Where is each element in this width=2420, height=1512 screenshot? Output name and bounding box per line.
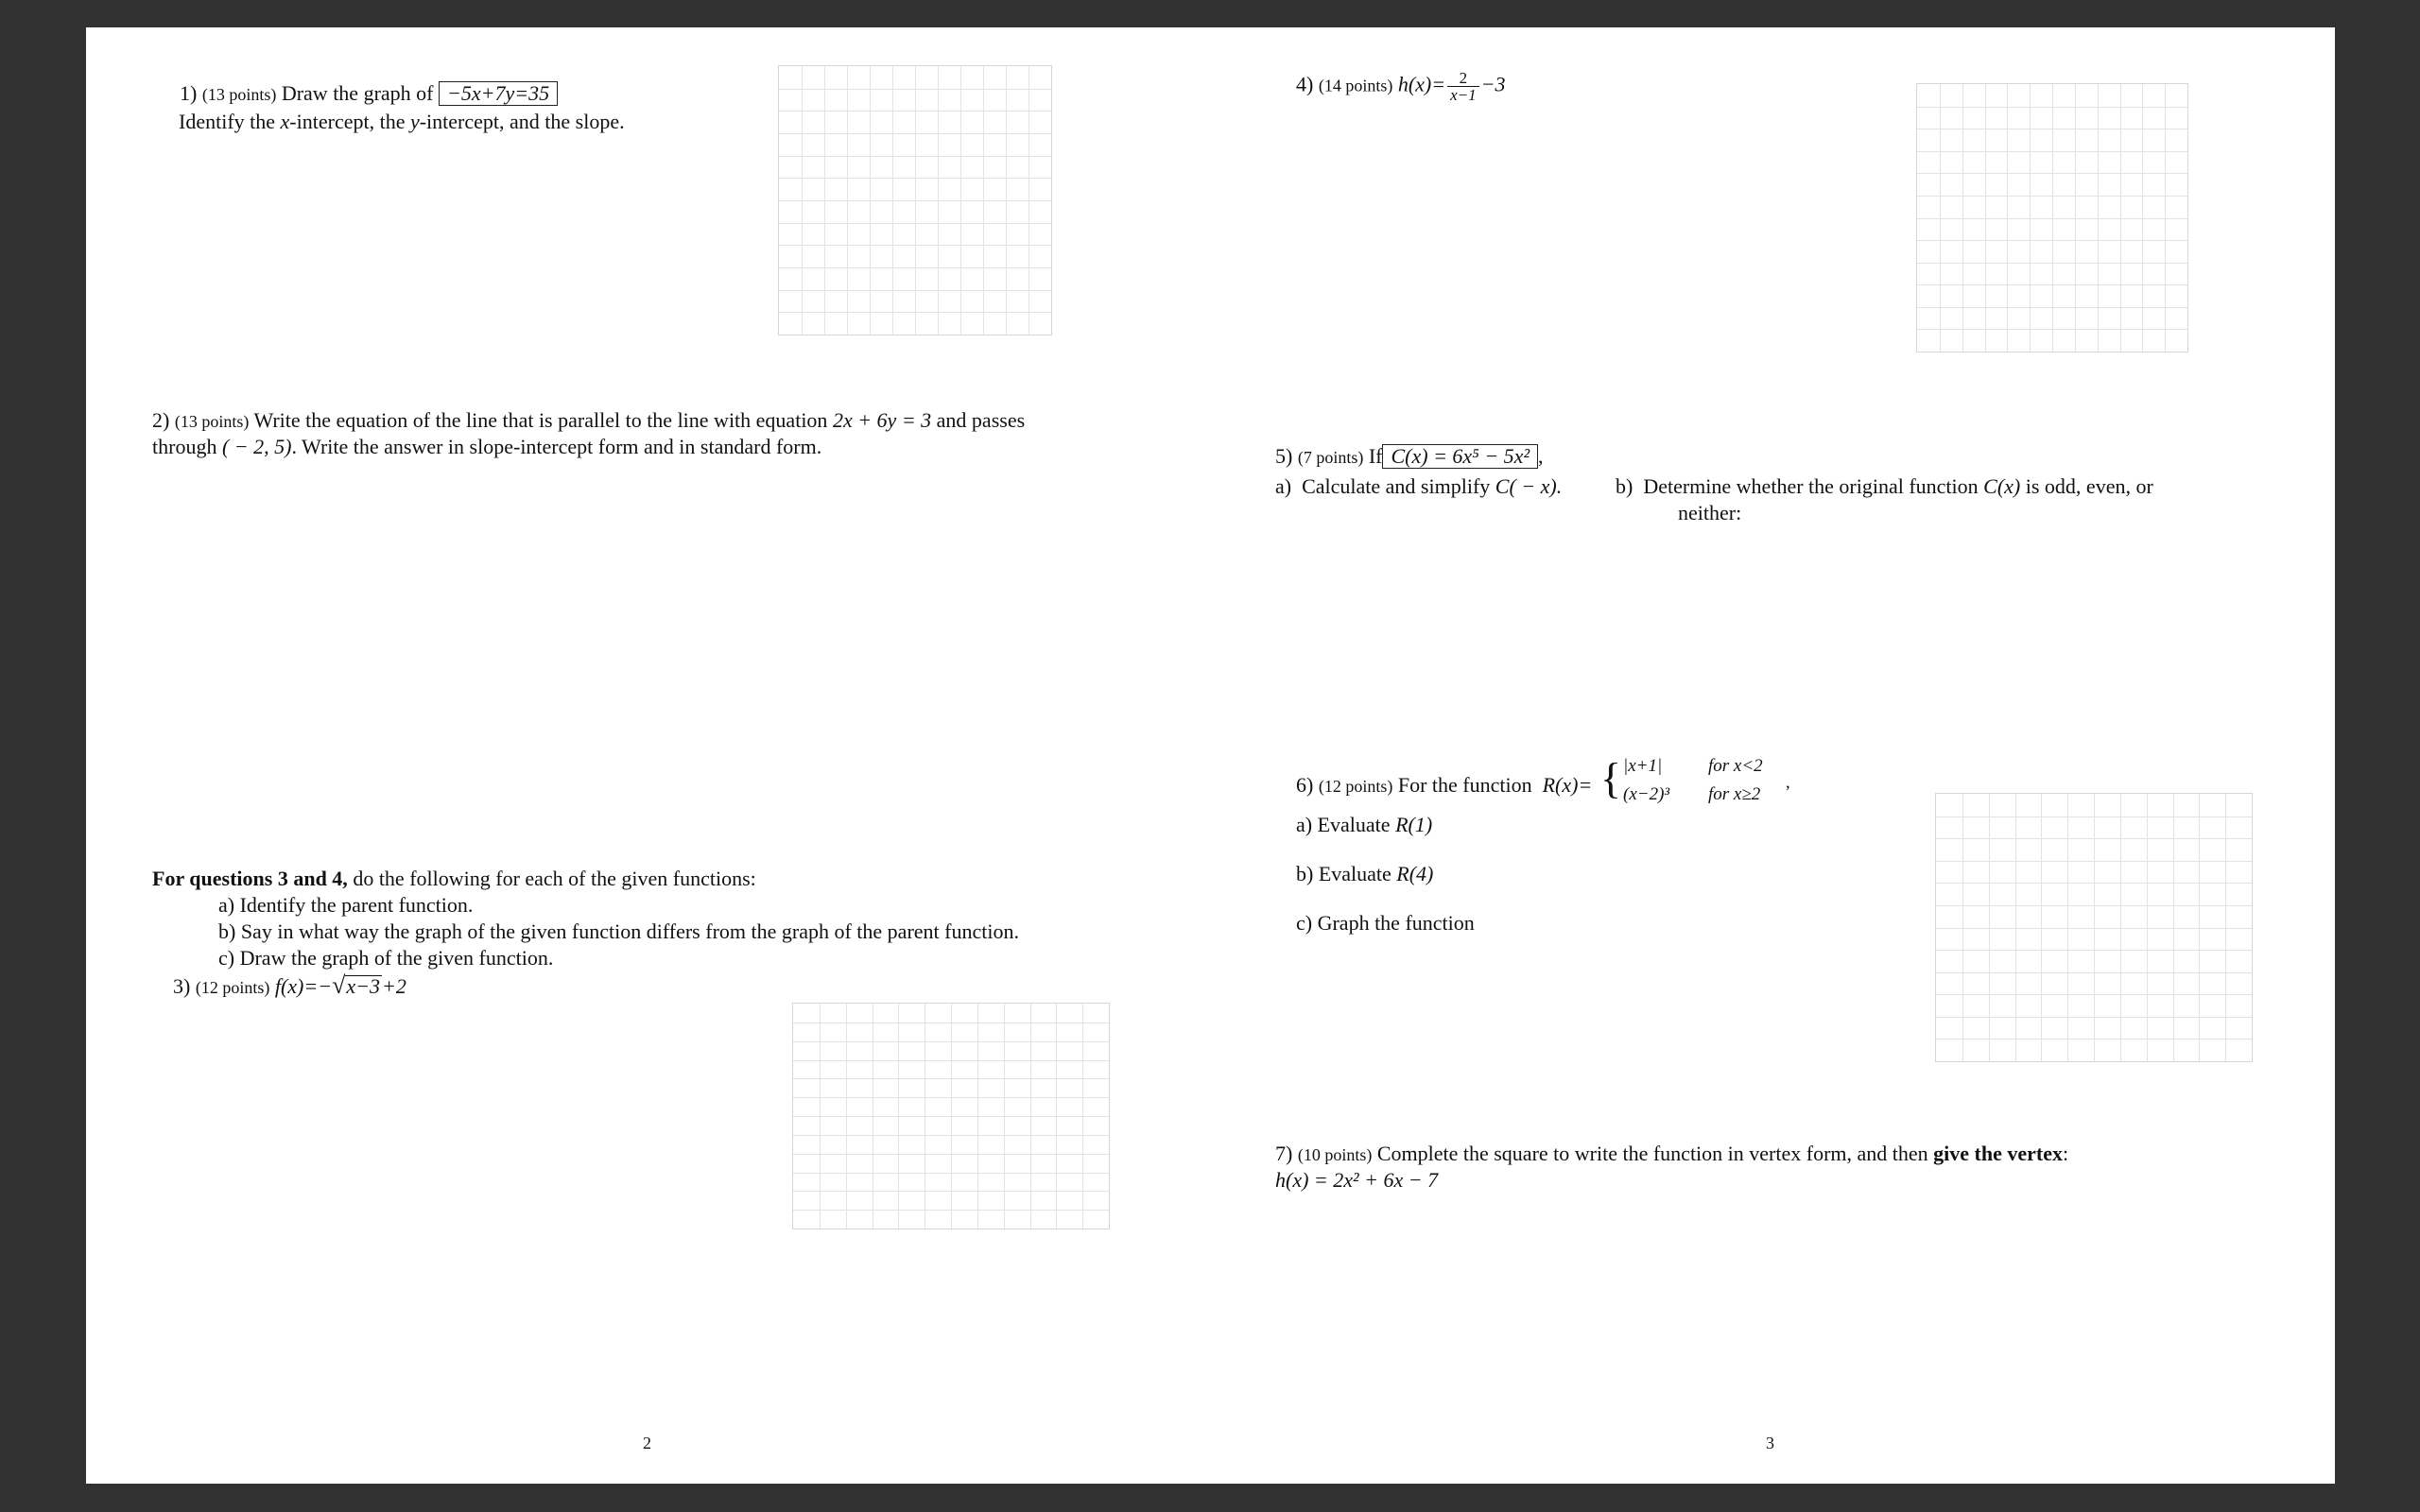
q4-number: 4)	[1296, 72, 1314, 96]
q7-number: 7)	[1275, 1142, 1293, 1165]
q5-part-a: a) Calculate and simplify C( − x).	[1275, 474, 1563, 498]
q6-line: 6) (12 points) For the function R(x)=	[1296, 773, 1593, 797]
q3-number: 3)	[173, 974, 191, 998]
q6-case1-expr: |x+1|	[1623, 756, 1663, 776]
q5-number: 5)	[1275, 444, 1293, 468]
q6-number: 6)	[1296, 773, 1314, 797]
q6-part-c: c) Graph the function	[1296, 911, 1475, 935]
q4-graph-grid[interactable]	[1916, 83, 2188, 352]
q4-points: (14 points)	[1318, 76, 1393, 95]
q2-line1: 2) (13 points) Write the equation of the line that is parallel to the line with equation 2x + 6y = 3 and passes	[152, 408, 1026, 432]
q6-case2-cond: for x≥2	[1708, 784, 1761, 804]
q2-number: 2)	[152, 408, 170, 432]
instructions-heading: For questions 3 and 4, do the following for each of the given functions:	[152, 867, 756, 890]
instructions-item-a: a) Identify the parent function.	[218, 893, 474, 917]
q6-case-comma: ’	[1785, 782, 1791, 802]
q6-points: (12 points)	[1318, 777, 1393, 796]
q1-line2: Identify the x-intercept, the y-intercept, and the slope.	[179, 110, 625, 133]
piecewise-brace: {	[1600, 754, 1622, 802]
q6-case1-cond: for x<2	[1708, 756, 1763, 776]
q6-graph-grid[interactable]	[1935, 793, 2253, 1062]
q3-line: 3) (12 points) f(x)=−√x−3+2	[173, 971, 406, 999]
q2-equation: 2x + 6y = 3	[832, 408, 932, 432]
q4-fraction: $\frac{2}{x-1}$	[1447, 70, 1479, 103]
page-number-right: 3	[1766, 1434, 1774, 1452]
q6-case2-expr: (x−2)³	[1623, 784, 1670, 804]
exam-sheet	[86, 27, 2335, 1484]
sqrt-symbol: √	[332, 971, 346, 999]
grid-lines	[1936, 794, 2252, 1061]
grid-lines	[793, 1004, 1109, 1228]
q1-graph-grid[interactable]	[778, 65, 1052, 335]
q3-points: (12 points)	[195, 978, 270, 997]
q7-line1: 7) (10 points) Complete the square to write the function in vertex form, and then give the vertex:	[1275, 1142, 2069, 1165]
q5-points: (7 points)	[1297, 448, 1364, 467]
instructions-item-c: c) Draw the graph of the given function.	[218, 946, 554, 970]
q1-points: (13 points)	[201, 85, 277, 104]
q1-equation: −5x+7y=35	[439, 81, 558, 106]
q6-part-b: b) Evaluate R(4)	[1296, 862, 1434, 885]
q6-part-a: a) Evaluate R(1)	[1296, 813, 1433, 836]
page-number-left: 2	[643, 1434, 651, 1452]
q5-equation: C(x) = 6x⁵ − 5x²	[1382, 444, 1538, 469]
q7-points: (10 points)	[1297, 1145, 1373, 1164]
q4-line: 4) (14 points) h(x)= $\frac{2}{x-1}$ −3	[1296, 69, 1506, 104]
q2-points: (13 points)	[174, 412, 250, 431]
q2-point: ( − 2, 5)	[221, 435, 292, 458]
q2-line2: through ( − 2, 5). Write the answer in slope-intercept form and in standard form.	[152, 435, 822, 458]
q1-prompt: Draw the graph of	[281, 81, 434, 105]
q7-function: h(x) = 2x² + 6x − 7	[1275, 1168, 1439, 1192]
q3-graph-grid[interactable]	[792, 1003, 1110, 1229]
q5-part-b: b) Determine whether the original function C(x) is odd, even, or	[1616, 474, 2153, 498]
grid-lines	[779, 66, 1051, 335]
q5-part-b-line2: neither:	[1678, 501, 1742, 524]
q1-number: 1)	[180, 81, 198, 105]
instructions-item-b: b) Say in what way the graph of the given function differs from the graph of the parent function.	[218, 919, 1019, 943]
grid-lines	[1917, 84, 2187, 352]
q5-line1: 5) (7 points) If C(x) = 6x⁵ − 5x² ,	[1275, 444, 1544, 468]
q1-line1	[180, 80, 558, 108]
